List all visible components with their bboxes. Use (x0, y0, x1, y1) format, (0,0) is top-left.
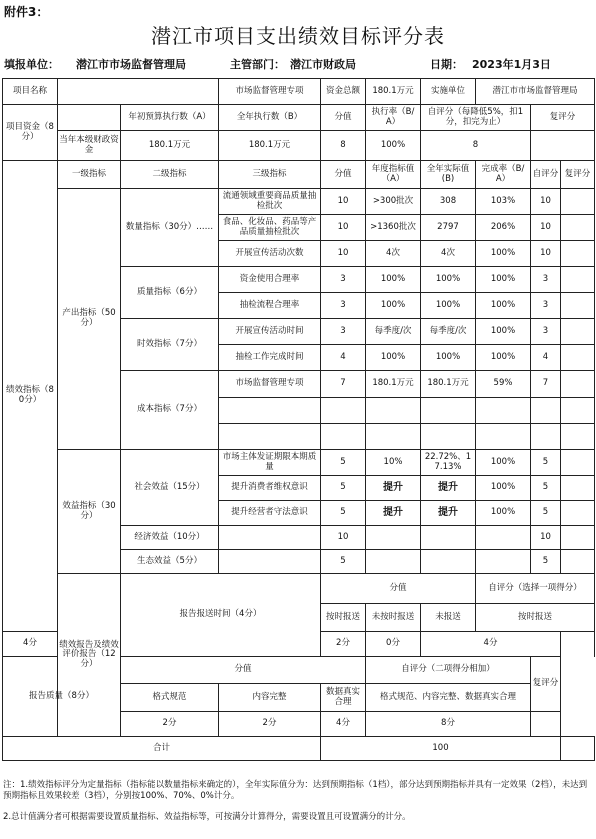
row-l3: 开展宣传活动时间 (219, 319, 321, 345)
self-score-sum-label: 自评分（二项得分相加） (366, 657, 531, 684)
date-label: 日期： (430, 58, 463, 71)
quality-report-label: 报告质量（8分） (3, 657, 121, 737)
row-self: 7 (531, 371, 561, 398)
economic-score: 10 (321, 526, 366, 550)
impl-unit: 潜江市市场监督管理局 (476, 79, 595, 105)
lvl3-label: 三级指标 (219, 161, 321, 189)
row-score: 5 (321, 450, 366, 476)
row-rate: 100% (476, 345, 531, 371)
row-self: 10 (531, 215, 561, 241)
q-self-label: 格式规范、内容完整、数据真实合理 (366, 684, 531, 712)
row-actual: 100% (421, 293, 476, 319)
row-l3: 开展宣传活动次数 (219, 241, 321, 267)
fund-total: 180.1万元 (366, 79, 421, 105)
on-time-self-label: 按时报送 (476, 604, 595, 632)
q-score-1: 2分 (121, 712, 219, 737)
row-actual: 100% (421, 267, 476, 293)
empty-cell (58, 79, 219, 105)
content-label: 内容完整 (219, 684, 321, 712)
t-score-3: 0分 (366, 632, 421, 657)
row-target: >300批次 (366, 189, 421, 215)
fund-exec-label: 项目资金（8分） (3, 105, 58, 161)
project-name: 市场监督管理专项 (219, 79, 321, 105)
ecological-self: 5 (531, 550, 561, 574)
fund-total-label: 资金总额 (321, 79, 366, 105)
score-label: 分值 (121, 657, 366, 684)
target-label: 年度指标值（A） (366, 161, 421, 189)
review-label: 复评分 (531, 657, 561, 712)
empty-cell (561, 476, 595, 501)
output-label: 产出指标（50分） (58, 189, 121, 450)
empty-cell (219, 398, 321, 424)
empty-cell (421, 550, 476, 574)
empty-cell (561, 450, 595, 476)
row-self: 5 (531, 501, 561, 526)
row-score: 4 (321, 345, 366, 371)
row-rate: 100% (476, 267, 531, 293)
row-self: 3 (531, 293, 561, 319)
row-target: >1360批次 (366, 215, 421, 241)
empty-cell (561, 398, 595, 424)
row-actual: 提升 (421, 501, 476, 526)
economic-label: 经济效益（10分） (121, 526, 219, 550)
fund-self-score: 8 (421, 131, 531, 161)
row-self: 4 (531, 345, 561, 371)
row-target: 10% (366, 450, 421, 476)
annex-label: 附件3： (4, 5, 49, 19)
row-rate: 100% (476, 293, 531, 319)
empty-cell (561, 424, 595, 450)
row-score: 3 (321, 267, 366, 293)
on-time-label: 按时报送 (321, 604, 366, 632)
row-l3: 抽检流程合理率 (219, 293, 321, 319)
row-target: 4次 (366, 241, 421, 267)
annual-budget-label: 年初预算执行数（A） (121, 105, 219, 131)
score-table (2, 78, 595, 761)
timeliness-label: 时效指标（7分） (121, 319, 219, 371)
row-rate: 103% (476, 189, 531, 215)
dept-value: 潜江市财政局 (290, 58, 356, 71)
impl-unit-label: 实施单位 (421, 79, 476, 105)
row-score: 10 (321, 215, 366, 241)
row-rate: 100% (476, 319, 531, 345)
empty-cell (561, 737, 595, 761)
self-score-label: 自评分 (531, 161, 561, 189)
row-target: 100% (366, 345, 421, 371)
row-l3: 资金使用合理率 (219, 267, 321, 293)
row-l3: 市场主体发证期限本期质量 (219, 450, 321, 476)
row-target: 180.1万元 (366, 371, 421, 398)
row-actual: 每季度/次 (421, 319, 476, 345)
economic-self: 10 (531, 526, 561, 550)
empty-cell (219, 526, 321, 550)
row-l3: 流通领域重要商品质量抽检批次 (219, 189, 321, 215)
row-actual: 提升 (421, 476, 476, 501)
row-actual: 22.72%、17.13% (421, 450, 476, 476)
row-actual: 180.1万元 (421, 371, 476, 398)
row-rate: 100% (476, 450, 531, 476)
full-year-label: 全年执行数（B） (219, 105, 321, 131)
benefit-label: 效益指标（30分） (58, 450, 121, 574)
row-l3: 提升消费者维权意识 (219, 476, 321, 501)
dept-label: 主管部门： (230, 58, 285, 71)
empty-cell (561, 293, 595, 319)
fund-rate: 100% (366, 131, 421, 161)
note-1: 注：1.绩效指标评分为定量指标（指标能以数量指标来确定的），全年实际值分为：达到预期指标（1档），部分达到预期指标并具有一定效果（2档），未达到预期指标且效果较差（3档），分别按100%、70%、0%计分。 (3, 780, 588, 802)
unit-label: 填报单位： (4, 58, 59, 71)
score-label: 分值 (321, 161, 366, 189)
empty-cell (561, 241, 595, 267)
row-target: 提升 (366, 476, 421, 501)
row-target: 100% (366, 293, 421, 319)
row-target: 每季度/次 (366, 319, 421, 345)
empty-cell (561, 501, 595, 526)
row-score: 3 (321, 319, 366, 345)
empty-cell (219, 550, 321, 574)
review-score-label: 复评分 (531, 105, 595, 131)
empty-cell (366, 550, 421, 574)
ecological-score: 5 (321, 550, 366, 574)
empty-cell (561, 189, 595, 215)
quantity-label: 数量指标（30分）…… (121, 189, 219, 267)
empty-cell (561, 319, 595, 345)
row-rate: 100% (476, 501, 531, 526)
actual-label: 全年实际值(B) (421, 161, 476, 189)
empty-cell (421, 526, 476, 550)
fund-score: 8 (321, 131, 366, 161)
row-l3: 抽检工作完成时间 (219, 345, 321, 371)
row-score: 10 (321, 189, 366, 215)
score-label: 分值 (321, 105, 366, 131)
row-self: 5 (531, 476, 561, 501)
row-self: 3 (531, 319, 561, 345)
row-actual: 100% (421, 345, 476, 371)
empty-cell (561, 215, 595, 241)
row-l3: 提升经营者守法意识 (219, 501, 321, 526)
row-score: 7 (321, 371, 366, 398)
row-actual: 2797 (421, 215, 476, 241)
budget-a: 180.1万元 (121, 131, 219, 161)
row-actual: 4次 (421, 241, 476, 267)
empty-cell (58, 105, 121, 131)
empty-cell (561, 371, 595, 398)
empty-cell (421, 398, 476, 424)
not-submitted-label: 未报送 (421, 604, 476, 632)
empty-cell (219, 424, 321, 450)
row-rate: 100% (476, 241, 531, 267)
exec-rate-label: 执行率（B/A） (366, 105, 421, 131)
row-score: 10 (321, 241, 366, 267)
empty-cell (366, 398, 421, 424)
format-label: 格式规范 (121, 684, 219, 712)
row-l3: 市场监督管理专项 (219, 371, 321, 398)
q-score-3: 4分 (321, 712, 366, 737)
lvl1-label: 一级指标 (58, 161, 121, 189)
lvl2-label: 二级指标 (121, 161, 219, 189)
row-rate: 100% (476, 476, 531, 501)
empty-cell (531, 712, 561, 737)
t-score-1: 4分 (3, 632, 58, 657)
row-rate: 59% (476, 371, 531, 398)
q-score-2: 2分 (219, 712, 321, 737)
empty-cell (476, 526, 531, 550)
info-line (4, 56, 592, 72)
perf-label: 绩效指标（80分） (3, 161, 58, 632)
total-value: 100 (321, 737, 561, 761)
row-self: 5 (531, 450, 561, 476)
quality-label: 质量指标（6分） (121, 267, 219, 319)
row-self: 3 (531, 267, 561, 293)
empty-cell (476, 398, 531, 424)
exec-b: 180.1万元 (219, 131, 321, 161)
score-label: 分值 (321, 574, 476, 604)
social-label: 社会效益（15分） (121, 450, 219, 526)
empty-cell (561, 550, 595, 574)
row-self: 10 (531, 189, 561, 215)
empty-cell (421, 424, 476, 450)
empty-cell (561, 526, 595, 550)
empty-cell (366, 526, 421, 550)
row-self: 10 (531, 241, 561, 267)
page-title: 潜江市项目支出绩效目标评分表 (151, 24, 445, 48)
late-label: 未按时报送 (366, 604, 421, 632)
empty-cell (321, 398, 366, 424)
row-rate: 206% (476, 215, 531, 241)
note-2: 2.总计值满分者可根据需要设置质量指标、效益指标等，可按满分计算得分，需要设置且可设置满分的计分。 (3, 812, 411, 822)
t-score-2: 2分 (321, 632, 366, 657)
t-self-score: 4分 (421, 632, 561, 657)
empty-cell (476, 424, 531, 450)
empty-cell (531, 131, 595, 161)
row-score: 5 (321, 501, 366, 526)
self-score-pick-label: 自评分（选择一项得分） (476, 574, 595, 604)
ecological-label: 生态效益（5分） (121, 550, 219, 574)
row-l3: 食品、化妆品、药品等产品质量抽检批次 (219, 215, 321, 241)
unit-value: 潜江市市场监督管理局 (76, 58, 186, 71)
q-self-score: 8分 (366, 712, 531, 737)
cost-label: 成本指标（7分） (121, 371, 219, 450)
empty-cell (476, 550, 531, 574)
empty-cell (561, 267, 595, 293)
review-score-label: 复评分 (561, 161, 595, 189)
empty-cell (321, 424, 366, 450)
row-score: 5 (321, 476, 366, 501)
current-year-fund-label: 当年本级财政资金 (58, 131, 121, 161)
data-label: 数据真实合理 (321, 684, 366, 712)
row-target: 100% (366, 267, 421, 293)
report-section-label: 绩效报告及绩效评价报告（12分） (58, 574, 121, 737)
empty-cell (531, 398, 561, 424)
project-name-label: 项目名称 (3, 79, 58, 105)
row-target: 提升 (366, 501, 421, 526)
row-actual: 308 (421, 189, 476, 215)
empty-cell (366, 424, 421, 450)
self-score-label: 自评分（每降低5%，扣1分，扣完为止） (421, 105, 531, 131)
date-value: 2023年1月3日 (472, 58, 551, 71)
empty-cell (531, 424, 561, 450)
row-score: 3 (321, 293, 366, 319)
completion-label: 完成率（B/A） (476, 161, 531, 189)
empty-cell (561, 345, 595, 371)
total-label: 合计 (3, 737, 321, 761)
timeliness-report-label: 报告报送时间（4分） (121, 574, 321, 657)
